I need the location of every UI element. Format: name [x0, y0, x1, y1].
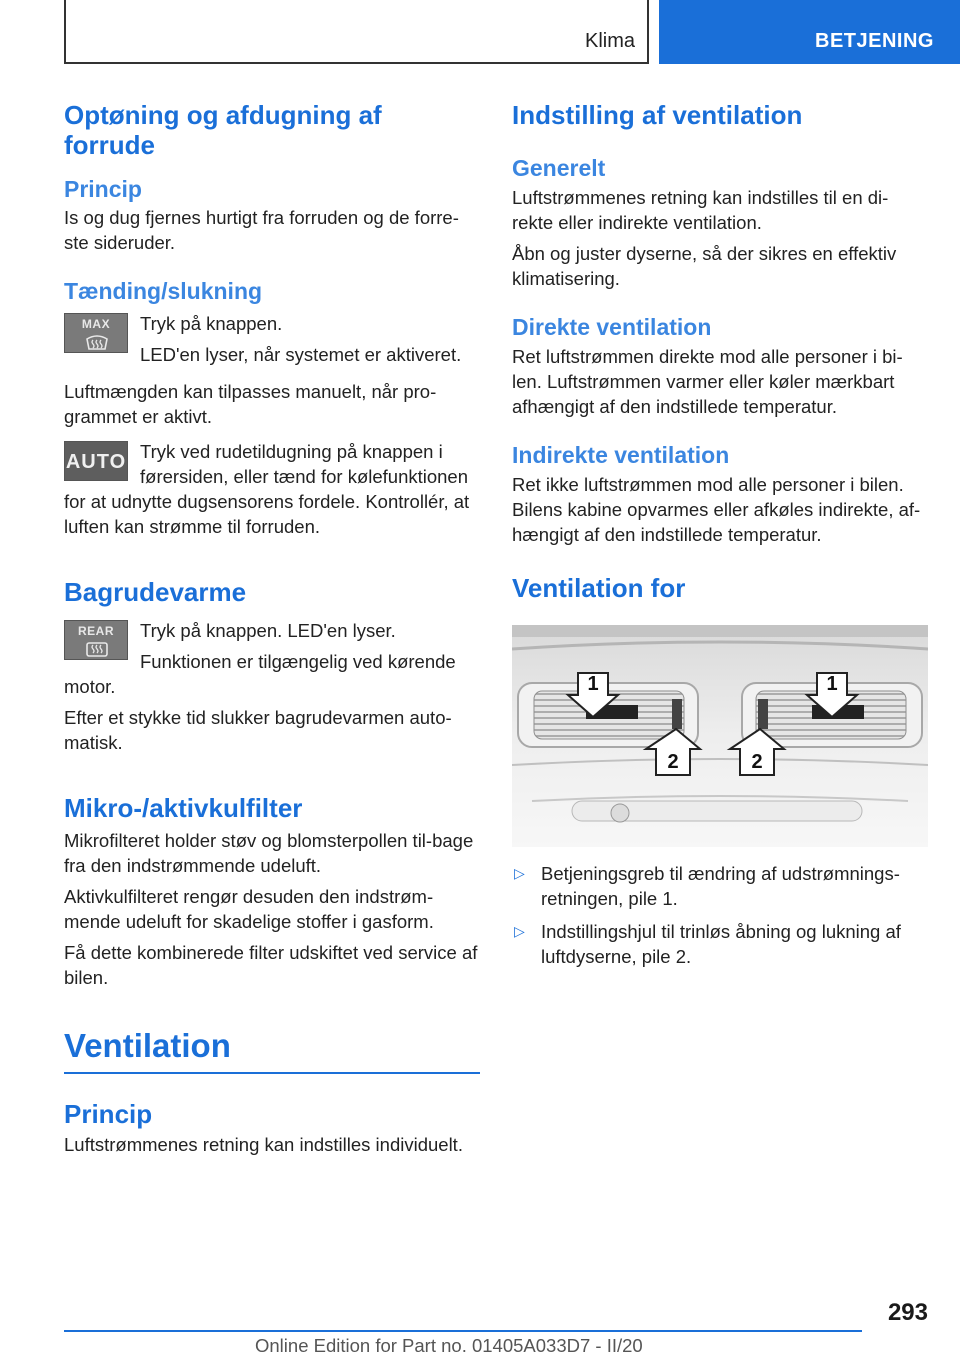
defrost-principle-heading: Princip — [64, 176, 142, 202]
ventilation-principle-text: Luftstrømmenes retning kan indstilles individuelt. — [64, 1134, 463, 1155]
indirect-text: Ret ikke luftstrømmen mod alle personer i bilen. Bilens kabine opvarmes eller afkøles indirekte, af-hængigt af den indstillede temperatur. — [512, 474, 921, 545]
max-defrost-button-icon: MAX — [64, 313, 128, 353]
arrow-label-1-left: 1 — [587, 673, 599, 695]
rear-row — [64, 618, 480, 699]
right-column — [512, 100, 928, 969]
rear-heat-title: Bagrudevarme — [64, 577, 247, 607]
max-text-2: LED'en lyser, når systemet er aktiveret. — [140, 344, 462, 365]
arrow-label-2-left: 2 — [667, 751, 679, 773]
ventilation-title: Ventilation — [64, 1027, 231, 1064]
triangle-bullet-icon: ▷ — [514, 923, 525, 939]
rear-text-1: Tryk på knappen. LED'en lyser. — [140, 620, 396, 641]
page-number: 293 — [887, 1299, 928, 1326]
max-text-1: Tryk på knappen. — [140, 313, 283, 334]
ventilation-rule — [64, 1072, 480, 1074]
triangle-bullet-icon: ▷ — [514, 865, 525, 881]
windshield-heat-icon — [85, 333, 109, 351]
filter-text-2: Aktivkulfilteret rengør desuden den indstrøm-mende udeluft for skadelige stoffer i gasform. — [64, 886, 434, 932]
adjust-ventilation-title: Indstilling af ventilation — [512, 100, 803, 130]
arrow-label-2-right: 2 — [751, 751, 763, 773]
defrost-title: Optøning og afdugning af forrude — [64, 100, 382, 160]
filter-text-1: Mikrofilteret holder støv og blomsterpollen til-bage fra den indstrømmende udeluft. — [64, 830, 474, 876]
list-item: ▷ Indstillingshjul til trinløs åbning og lukning af luftdyserne, pile 2. — [514, 921, 901, 967]
filter-text-3: Få dette kombinerede filter udskiftet ved service af bilen. — [64, 942, 478, 988]
auto-button-icon: AUTO — [64, 441, 128, 481]
ventilation-principle-heading: Princip — [64, 1099, 153, 1129]
header-chapter-tab: BETJENING — [659, 0, 960, 64]
max-row — [64, 311, 480, 367]
airflow-text: Luftmængden kan tilpasses manuelt, når pro-grammet er aktivt. — [64, 381, 437, 427]
header-section: Klima — [584, 30, 635, 52]
onoff-heading: Tænding/slukning — [64, 278, 263, 304]
auto-row — [64, 439, 480, 539]
list-item: ▷ Betjeningsgreb til ændring af udstrømnings-retningen, pile 1. — [514, 863, 900, 909]
general-text-2: Åbn og juster dyserne, så der sikres en effektiv klimatisering. — [512, 243, 897, 289]
arrow-label-1-right: 1 — [826, 673, 838, 695]
dashboard-vents-illustration — [512, 625, 928, 847]
auto-text: Tryk ved rudetildugning på knappen i førersiden, eller tænd for kølefunktionen for at udnytte dugsensorens fordele. Kontrollér, at luften kan strømme til forruden. — [64, 441, 470, 537]
filter-title: Mikro-/aktivkulfilter — [64, 793, 303, 823]
direct-text: Ret luftstrømmen direkte mod alle personer i bi-len. Luftstrømmen varmer eller køler mærkbart afhængigt af den indstillede temperatur. — [512, 346, 903, 417]
rear-window-heat-icon — [85, 640, 109, 658]
vent-bullets — [512, 861, 928, 969]
footer-rule — [64, 1330, 862, 1332]
rear-text-3: Efter et stykke tid slukker bagrudevarmen auto-matisk. — [64, 707, 452, 753]
defrost-principle-text: Is og dug fjernes hurtigt fra forruden og de forre-ste sideruder. — [64, 207, 459, 253]
left-column — [64, 100, 480, 1157]
rear-defrost-button-icon: REAR — [64, 620, 128, 660]
footer-edition: Online Edition for Part no. 01405A033D7 - II/20 — [255, 1335, 643, 1356]
general-heading: Generelt — [512, 155, 606, 181]
indirect-heading: Indirekte ventilation — [512, 442, 730, 468]
header-box — [64, 0, 649, 64]
direct-heading: Direkte ventilation — [512, 314, 712, 340]
front-vents-title: Ventilation for — [512, 573, 686, 603]
vents-photo — [512, 625, 928, 847]
general-text-1: Luftstrømmenes retning kan indstilles til en di-rekte eller indirekte ventilation. — [512, 187, 889, 233]
rear-text-2: Funktionen er tilgængelig ved kørende motor. — [64, 651, 456, 697]
